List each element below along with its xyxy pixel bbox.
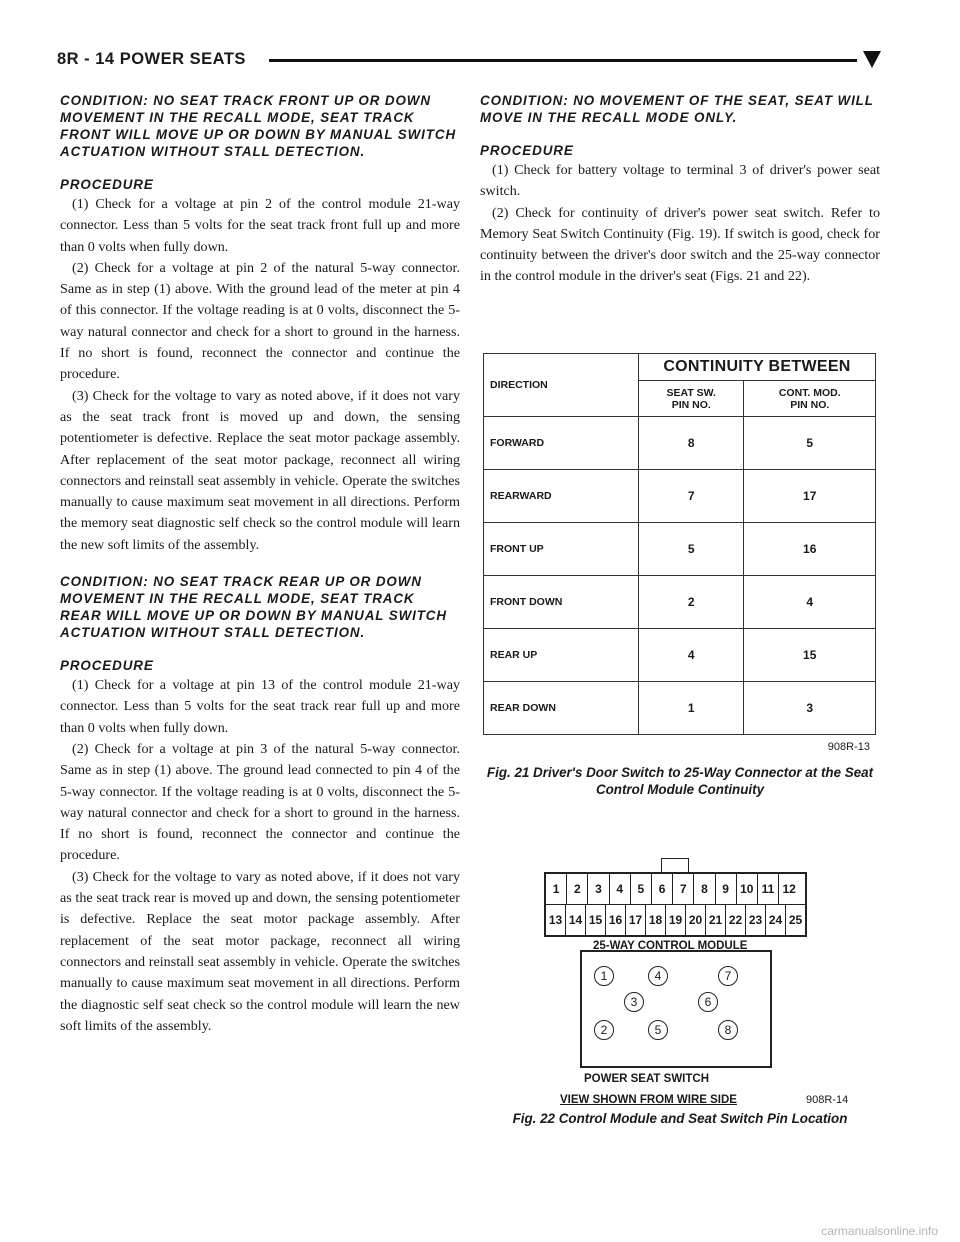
switch-pin: 4 [648, 966, 668, 986]
connector-pin: 20 [686, 905, 706, 935]
figure-code: 908R-14 [806, 1094, 849, 1106]
condition-heading-2: CONDITION: NO SEAT TRACK REAR UP OR DOWN MOVEMENT IN THE RECALL MODE, SEAT TRACK REAR WILL MOVE UP OR DOWN BY MANUAL SWITCH ACTUATION WITHOUT STALL DETECTION. [60, 574, 447, 641]
procedure-heading-1: PROCEDURE [60, 177, 154, 192]
connector-25-way [544, 872, 807, 937]
switch-pin: 3 [624, 992, 644, 1012]
watermark-text: carmanualsonline.info [821, 1224, 938, 1238]
connector-pin: 7 [673, 874, 694, 904]
switch-pin: 6 [698, 992, 718, 1012]
procedure-heading-2: PROCEDURE [60, 658, 154, 674]
connector-pin: 22 [726, 905, 746, 935]
figure-caption: Fig. 22 Control Module and Seat Switch Pin Location [512, 1111, 848, 1126]
connector-label: 25-WAY CONTROL MODULE [593, 940, 748, 952]
step-paragraph: (1) Check for a voltage at pin 13 of the control module 21-way connector. Less than 5 volts for the seat track rear full up and more than 0 volts when fully down. [60, 677, 460, 736]
connector-pin: 18 [646, 905, 666, 935]
figure-caption: Fig. 21 Driver's Door Switch to 25-Way Connector at the Seat Control Module Continuity [486, 765, 874, 797]
fig22-caption-wrap [480, 1110, 880, 1127]
connector-pin: 8 [694, 874, 715, 904]
switch-pin: 5 [648, 1020, 668, 1040]
figure-code: 908R-13 [827, 741, 870, 753]
step-paragraph: (2) Check for a voltage at pin 2 of the natural 5-way connector. Same as in step (1) above. With the ground lead of the meter at pin 4 of this connector. If the voltage reading is at 0 volts, disconnect the 5-way natural connector and check for a short to ground in the harness. If no short is found, reconnect the connector and continue the procedure. [60, 259, 460, 383]
connector-pin: 5 [631, 874, 652, 904]
direction-header: DIRECTION [484, 354, 639, 417]
header-rule [269, 59, 857, 62]
connector-pin: 1 [546, 874, 567, 904]
connector-pin: 19 [666, 905, 686, 935]
table-row: REARWARD 7 17 [484, 470, 876, 523]
step-paragraph: (2) Check for a voltage at pin 3 of the natural 5-way connector. Same as in step (1) above. The ground lead connected to pin 4 of the 5-way connector. If the voltage reading is at 0 volts, disconnect the 5-way natural connector and check for a short to ground in the harness. If no short is found, reconnect the connector and continue the procedure. [60, 740, 460, 864]
connector-pin: 13 [546, 905, 566, 935]
table-row: REAR UP 4 15 [484, 629, 876, 682]
condition-heading-1: CONDITION: NO SEAT TRACK FRONT UP OR DOWN MOVEMENT IN THE RECALL MODE, SEAT TRACK FRONT WILL MOVE UP OR DOWN BY MANUAL SWITCH ACTUATION WITHOUT STALL DETECTION. [60, 93, 457, 159]
connector-latch [661, 858, 689, 873]
connector-pin: 15 [586, 905, 606, 935]
switch-label: POWER SEAT SWITCH [584, 1073, 710, 1085]
connector-pin: 2 [567, 874, 588, 904]
step-paragraph: (1) Check for a voltage at pin 2 of the control module 21-way connector. Less than 5 volts for the seat track front full up and more than 0 volts when fully down. [60, 196, 460, 255]
switch-pin: 8 [718, 1020, 738, 1040]
step-paragraph: (3) Check for the voltage to vary as noted above, if it does not vary as the seat track rear is moved up and down, the sensing potentiometer is defective. Replace the seat motor package assembly. After replacement of the seat motor package, reconnect all wiring connectors and reinstall seat assembly in vehicle. Operate the switches manually to cause maximum seat movement in all directions. Perform the diagnostic self seat check so the control module will learn the new soft limits of the assembly. [60, 868, 460, 1034]
cont-mod-header: CONT. MOD. PIN NO. [744, 381, 876, 417]
step-paragraph: (1) Check for battery voltage to terminal 3 of driver's power seat switch. [480, 162, 880, 200]
connector-pin: 16 [606, 905, 626, 935]
switch-pin: 1 [594, 966, 614, 986]
connector-pin: 10 [737, 874, 758, 904]
power-seat-switch [580, 950, 772, 1068]
procedure-heading-3: PROCEDURE [480, 143, 574, 158]
switch-pin: 2 [594, 1020, 614, 1040]
header-title: 8R - 14 POWER SEATS [57, 50, 246, 68]
step-paragraph: (3) Check for the voltage to vary as noted above, if it does not vary as the seat track front is moved up and down, the sensing potentiometer is defective. Replace the seat motor package assembly. After replacement of the seat motor package, reconnect all wiring connectors and reinstall seat assembly in vehicle. Operate the switches manually to cause maximum seat movement in all directions. Perform the memory seat diagnostic self check so the control module will learn the new soft limits of the assembly. [60, 387, 460, 553]
connector-pin: 9 [716, 874, 737, 904]
seat-sw-header: SEAT SW. PIN NO. [639, 381, 744, 417]
view-label: VIEW SHOWN FROM WIRE SIDE [560, 1094, 737, 1106]
triangle-icon [863, 51, 881, 68]
table-row: REAR DOWN 1 3 [484, 682, 876, 735]
condition-heading-3: CONDITION: NO MOVEMENT OF THE SEAT, SEAT WILL MOVE IN THE RECALL MODE ONLY. [480, 93, 874, 125]
connector-pin: 12 [782, 882, 796, 896]
table-row: FORWARD 8 5 [484, 417, 876, 470]
right-column [480, 92, 880, 288]
connector-pin: 4 [610, 874, 631, 904]
continuity-title: CONTINUITY BETWEEN [639, 354, 876, 381]
connector-pin: 3 [588, 874, 609, 904]
continuity-figure [483, 353, 876, 753]
table-row: FRONT DOWN 2 4 [484, 576, 876, 629]
left-column [60, 92, 460, 1037]
connector-pin: 11 [758, 874, 779, 904]
connector-pin: 24 [766, 905, 786, 935]
page-header [57, 48, 887, 76]
switch-pin: 7 [718, 966, 738, 986]
connector-pin: 25 [788, 913, 803, 927]
fig21-caption-wrap [480, 764, 880, 798]
table-row: FRONT UP 5 16 [484, 523, 876, 576]
step-paragraph: (2) Check for continuity of driver's power seat switch. Refer to Memory Seat Switch Continuity (Fig. 19). If switch is good, check for continuity between the driver's door switch and the 25-way connector in the control module in the driver's seat (Figs. 21 and 22). [480, 204, 880, 285]
connector-pin: 14 [566, 905, 586, 935]
connector-pin: 6 [652, 874, 673, 904]
connector-pin: 17 [626, 905, 646, 935]
connector-pin: 23 [746, 905, 766, 935]
continuity-table [483, 353, 876, 735]
connector-pin: 21 [706, 905, 726, 935]
